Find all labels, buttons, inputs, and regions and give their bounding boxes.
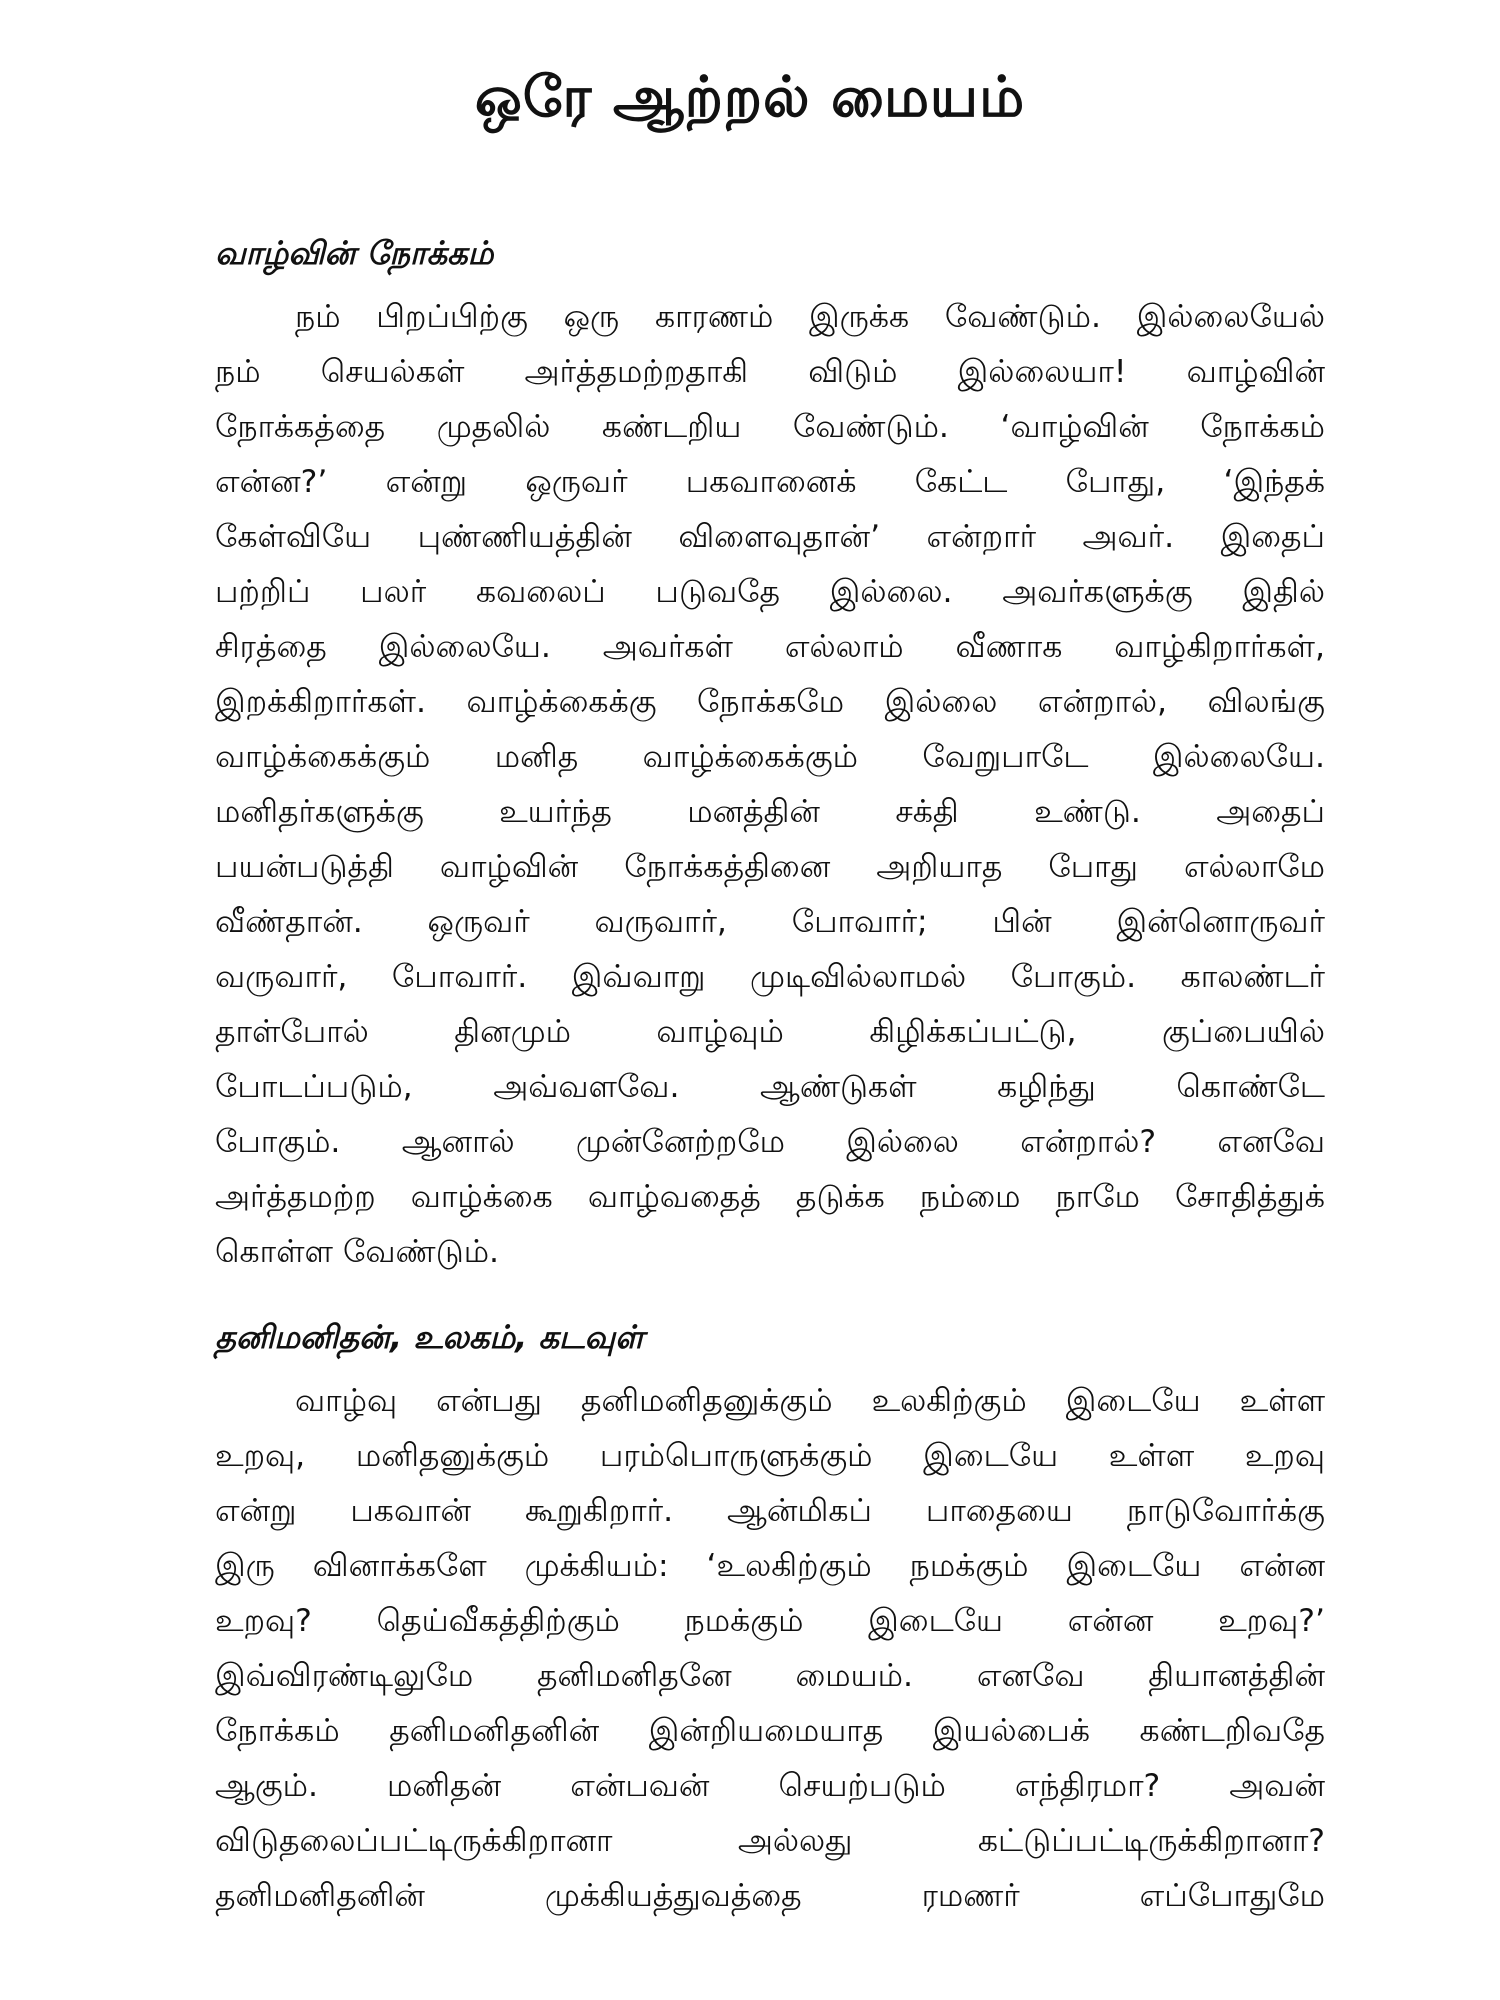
text-line: கொள்ள வேண்டும். xyxy=(215,1234,500,1270)
text-line: சிரத்தை இல்லையே. அவர்கள் எல்லாம் வீணாக வாழ்கிறார்கள், xyxy=(215,629,1325,665)
text-line: உறவு, மனிதனுக்கும் பரம்பொருளுக்கும் இடையே உள்ள உறவு xyxy=(215,1438,1325,1474)
text-line: ஆகும். மனிதன் என்பவன் செயற்படும் எந்திரமா? அவன் xyxy=(215,1768,1325,1804)
text-line: தாள்போல் தினமும் வாழ்வும் கிழிக்கப்பட்டு, குப்பையில் xyxy=(215,1014,1325,1050)
text-line: போகும். ஆனால் முன்னேற்றமே இல்லை என்றால்? எனவே xyxy=(215,1124,1325,1160)
text-line: கேள்வியே புண்ணியத்தின் விளைவுதான்’ என்றார் அவர். இதைப் xyxy=(215,519,1325,555)
text-line: வாழ்வு என்பது தனிமனிதனுக்கும் உலகிற்கும் இடையே உள்ள xyxy=(295,1383,1325,1419)
page-title: ஒரே ஆற்றல் மையம் xyxy=(474,65,1026,130)
text-line: அர்த்தமற்ற வாழ்க்கை வாழ்வதைத் தடுக்க நம்மை நாமே சோதித்துக் xyxy=(215,1179,1325,1215)
text-line: இறக்கிறார்கள். வாழ்க்கைக்கு நோக்கமே இல்லை என்றால், விலங்கு xyxy=(215,684,1325,720)
text-line: என்று பகவான் கூறுகிறார். ஆன்மிகப் பாதையை நாடுவோர்க்கு xyxy=(215,1493,1325,1529)
text-line: நம் செயல்கள் அர்த்தமற்றதாகி விடும் இல்லையா! வாழ்வின் xyxy=(215,354,1325,390)
section-heading-purpose-of-life: வாழ்வின் நோக்கம் xyxy=(215,234,494,272)
text-line: நோக்கம் தனிமனிதனின் இன்றியமையாத இயல்பைக் கண்டறிவதே xyxy=(215,1713,1325,1749)
text-line: மனிதர்களுக்கு உயர்ந்த மனத்தின் சக்தி உண்டு. அதைப் xyxy=(215,794,1325,830)
section-heading-individual-world-god: தனிமனிதன், உலகம், கடவுள் xyxy=(215,1318,644,1356)
text-line: வீண்தான். ஒருவர் வருவார், போவார்; பின் இன்னொருவர் xyxy=(215,904,1325,940)
text-line: விடுதலைப்பட்டிருக்கிறானா அல்லது கட்டுப்பட்டிருக்கிறானா? xyxy=(215,1823,1325,1859)
text-line: பற்றிப் பலர் கவலைப் படுவதே இல்லை. அவர்களுக்கு இதில் xyxy=(215,574,1325,610)
text-line: போடப்படும், அவ்வளவே. ஆண்டுகள் கழிந்து கொண்டே xyxy=(215,1069,1325,1105)
text-line: என்ன?’ என்று ஒருவர் பகவானைக் கேட்ட போது, ‘இந்தக் xyxy=(215,464,1325,500)
text-line: வாழ்க்கைக்கும் மனித வாழ்க்கைக்கும் வேறுபாடே இல்லையே. xyxy=(215,739,1325,775)
section-body-individual-world-god xyxy=(215,1374,1325,1924)
text-line: இவ்விரண்டிலுமே தனிமனிதனே மையம். எனவே தியானத்தின் xyxy=(215,1658,1325,1694)
section-body-purpose-of-life xyxy=(215,290,1325,1280)
text-line: நம் பிறப்பிற்கு ஒரு காரணம் இருக்க வேண்டும். இல்லையேல் xyxy=(295,299,1325,335)
text-line: இரு வினாக்களே முக்கியம்: ‘உலகிற்கும் நமக்கும் இடையே என்ன xyxy=(215,1548,1325,1584)
text-line: வருவார், போவார். இவ்வாறு முடிவில்லாமல் போகும். காலண்டர் xyxy=(215,959,1325,995)
text-line: நோக்கத்தை முதலில் கண்டறிய வேண்டும். ‘வாழ்வின் நோக்கம் xyxy=(215,409,1325,445)
text-line: உறவு? தெய்வீகத்திற்கும் நமக்கும் இடையே என்ன உறவு?’ xyxy=(215,1603,1325,1639)
text-line: பயன்படுத்தி வாழ்வின் நோக்கத்தினை அறியாத போது எல்லாமே xyxy=(215,849,1325,885)
text-line: தனிமனிதனின் முக்கியத்துவத்தை ரமணர் எப்போதுமே xyxy=(215,1878,1325,1914)
